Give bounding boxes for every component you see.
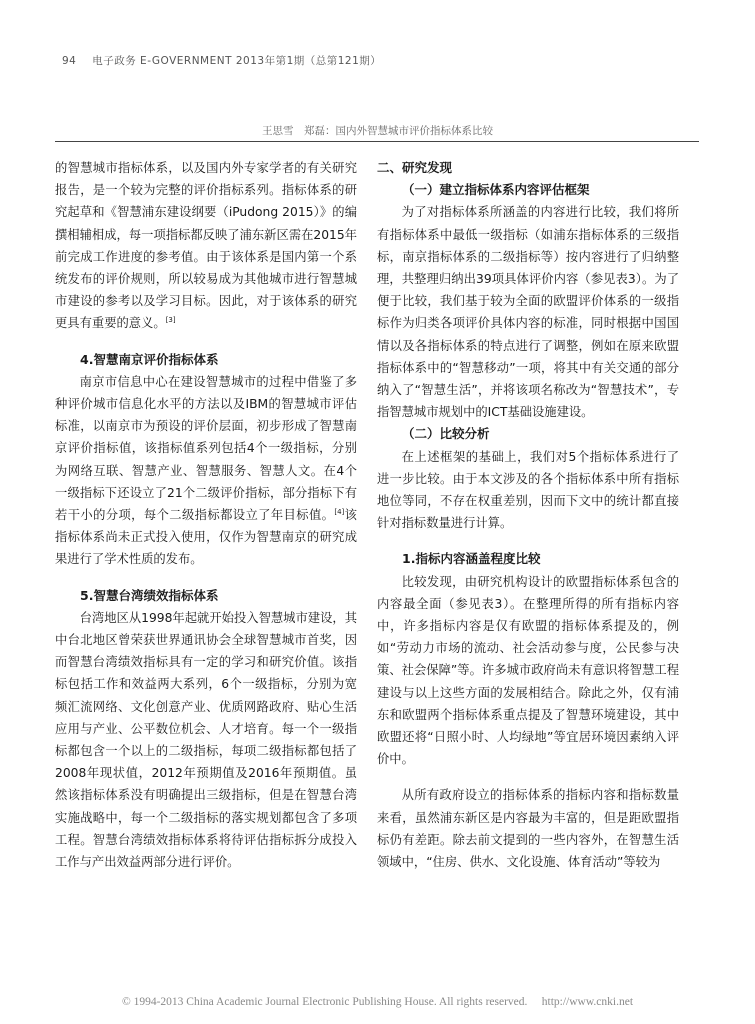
paragraph: 南京市信息中心在建设智慧城市的过程中借鉴了多种评价城市信息化水平的方法以及IBM的智慧城市评估标准，以南京市为预设的评价层面，初步形成了智慧南京评价指标值，该指标值系列包括4个一级指标，分别为网络互联、智慧产业、智慧服务、智慧人文。在4个一级指标下还设立了21个二级评价指标，部分指标下有若干小的分项，每个二级指标都设立了年目标值。[4]该指标体系尚未正式投入使用，仅作为智慧南京的研究成果进行了学术性质的发布。 [55, 374, 357, 567]
subsubsection-heading: 1.指标内容涵盖程度比较 [402, 551, 541, 567]
citation: [4] [334, 508, 345, 517]
header-rule [55, 141, 699, 142]
paragraph: 在上述框架的基础上，我们对5个指标体系进行了进一步比较。由于本文涉及的各个指标体系中所有指标地位等同，不存在权重差别，因而下文中的统计都直接针对指标数量进行计算。 [377, 449, 679, 531]
subsection-heading: 5.智慧台湾绩效指标体系 [80, 587, 219, 603]
journal-header [62, 53, 381, 68]
subsection-heading: 4.智慧南京评价指标体系 [80, 351, 219, 367]
left-column [55, 157, 357, 873]
paragraph: 从所有政府设立的指标体系的指标内容和指标数量来看，虽然浦东新区是内容最为丰富的，但是距欧盟指标仍有差距。除去前文提到的一些内容外，在智慧生活领域中，“住房、供水、文化设施、体育活动”等较为 [377, 788, 679, 870]
paragraph: 的智慧城市指标体系，以及国内外专家学者的有关研究报告，是一个较为完整的评价指标系列。指标体系的研究起草和《智慧浦东建设纲要（iPudong 2015）》的编撰相辅相成，每一项指标都反映了浦东新区需在2015年前完成工作进度的参考值。由于该体系是国内第一个系统发布的评价规则，所以较易成为其他城市进行智慧城市建设的参考以及学习目标。因此，对于该体系的研究更具有重要的意义。[3] [55, 161, 357, 331]
paragraph: 比较发现，由研究机构设计的欧盟指标体系包含的内容最全面（参见表3）。在整理所得的所有指标内容中，许多指标内容是仅有欧盟的指标体系提及的，例如“劳动力市场的流动、社会活动参与度，公民参与决策、社会保障”等。许多城市政府尚未有意识将智慧工程建设与以上这些方面的发展相结合。除此之外，仅有浦东和欧盟两个指标体系重点提及了智慧环境建设，其中欧盟还将“日照小时、人均绿地”等宜居环境因素纳入评价中。 [377, 574, 679, 767]
copyright-footer: © 1994-2013 China Academic Journal Electronic Publishing House. All rights reserved. http://www.cnki.net [121, 996, 634, 1008]
citation: [3] [165, 316, 176, 325]
section-heading: 二、研究发现 [377, 160, 453, 175]
running-head: 王思雪 郑磊：国内外智慧城市评价指标体系比较 [262, 125, 493, 137]
page-number: 94 [62, 55, 77, 67]
paragraph: 为了对指标体系所涵盖的内容进行比较，我们将所有指标体系中最低一级指标（如浦东指标体系的三级指标，南京指标体系的二级指标等）按内容进行了归纳整理，共整理归纳出39项具体评价内容（参见表3）。为了便于比较，我们基于较为全面的欧盟评价体系的一级指标作为归类各项评价具体内容的标准，同时根据中国国情以及各指标体系的特点进行了调整，例如在原来欧盟指标体系中的“智慧移动”一项，将其中有关交通的部分纳入了“智慧生活”，并将该项名称改为“智慧技术”，专指智慧城市规划中的ICT基础设施建设。 [377, 205, 679, 420]
subsection-heading: （一）建立指标体系内容评估框架 [402, 182, 590, 198]
right-column [377, 157, 679, 873]
journal-title: 电子政务 E-GOVERNMENT 2013年第1期（总第121期） [92, 55, 382, 67]
subsection-heading: （二）比较分析 [402, 426, 490, 442]
paragraph: 台湾地区从1998年起就开始投入智慧城市建设，其中台北地区曾荣获世界通讯协会全球智慧城市首奖，因而智慧台湾绩效指标具有一定的学习和研究价值。该指标包括工作和效益两大系列，6个一级指标，分别为宽频汇流网络、文化创意产业、优质网路政府、贴心生活应用与产业、公平数位机会、人才培育。每一个一级指标都包含一个以上的二级指标，每项二级指标都包括了2008年现状值，2012年预期值及2016年预期值。虽然该指标体系没有明确提出三级指标，但是在智慧台湾实施战略中，每一个二级指标的落实规划都包含了多项工程。智慧台湾绩效指标体系将待评估指标拆分成投入工作与产出效益两部分进行评价。 [55, 610, 357, 870]
